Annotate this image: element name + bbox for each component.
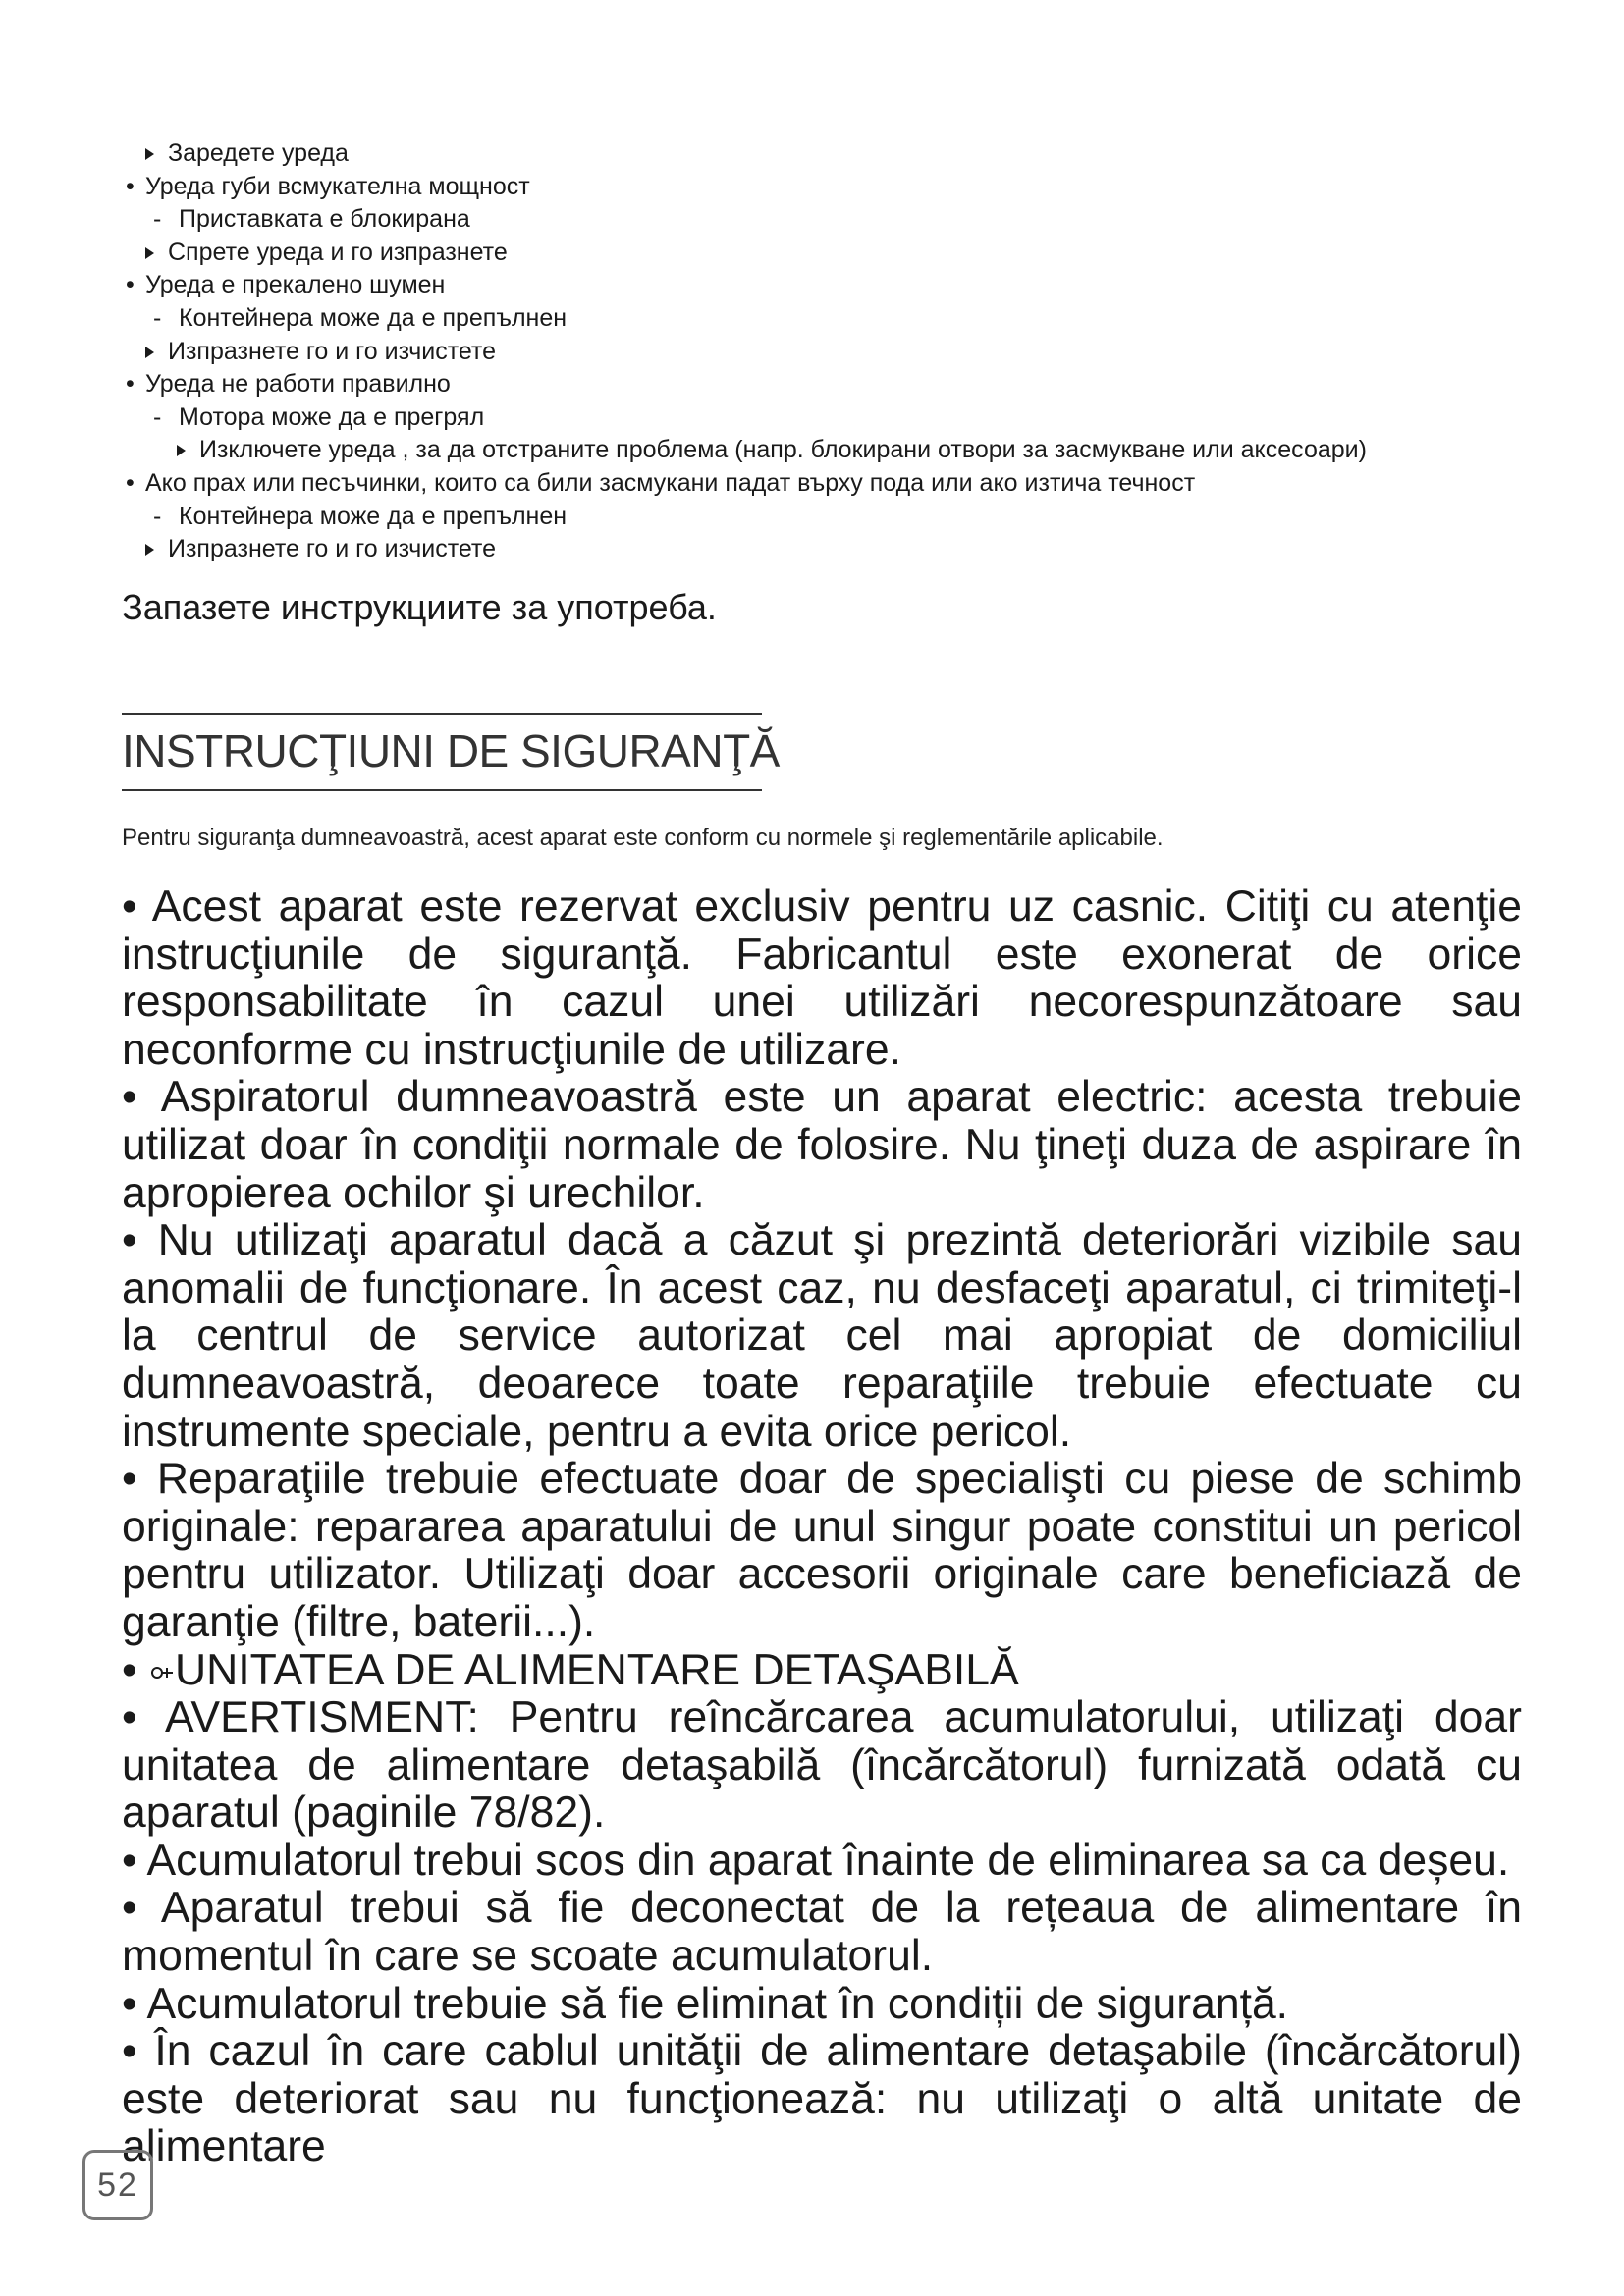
list-item-text: Изпразнете го и го изчистете [168,535,497,563]
list-item [122,533,1575,566]
bullet-marker: • [126,271,135,299]
title-rule-top [122,713,762,715]
power-supply-icon [151,1665,173,1681]
dash-marker: - [153,303,162,332]
list-item [122,302,1575,336]
paragraph-bullet: • [122,1645,137,1694]
list-item [122,237,1575,270]
triangle-bullet-icon [145,247,154,259]
list-item-text: Приставката е блокирана [179,205,470,234]
list-item [122,203,1575,237]
paragraph-damaged-cable: • În cazul în care cablul unităţii de alimentare detaşabile (încărcătorul) este deteriorat sau nu funcţionează: nu utilizaţi o altă unitate de alimentare [122,2027,1522,2171]
paragraph-warning-charger: • AVERTISMENT: Pentru reîncărcarea acumulatorului, utilizaţi doar unitatea de alimentare detaşabilă (încărcătorul) furnizată odată cu aparatul (paginile 78/82). [122,1693,1522,1838]
bullet-marker: • [126,370,135,399]
triangle-bullet-icon [145,347,154,358]
paragraph-disconnect: • Aparatul trebui să fie deconectat de la rețeaua de alimentare în momentul în care se scoate acumulatorul. [122,1884,1522,1981]
safety-intro: Pentru siguranţa dumneavoastră, acest aparat este conform cu normele şi reglementările aplicabile. [122,825,1164,851]
paragraph-household-use: • Acest aparat este rezervat exclusiv pentru uz casnic. Citiţi cu atenţie instrucţiunile de siguranţă. Fabricantul este exonerat de orice responsabilitate în cazul unei utilizări necorespunzătoare sau neconforme cu instrucţiunile de utilizare. [122,882,1522,1074]
list-item [122,434,1575,467]
page-number: 52 [82,2150,153,2220]
list-item-text: Спрете уреда и го изпразнете [168,238,508,266]
dash-marker: - [153,205,162,234]
list-item-text: Уреда не работи правилно [145,370,451,399]
list-item [122,501,1575,534]
safety-instructions-body [122,883,1522,2171]
list-item-text: Изключете уреда , за да отстраните проблема (напр. блокирани отвори за засмукване или аксесоари) [199,436,1367,464]
list-item [122,401,1575,435]
list-item-text: Контейнера може да е препълнен [179,502,568,530]
list-item [122,336,1575,369]
section-title: INSTRUCŢIUNI DE SIGURANŢĂ [122,725,780,776]
dash-marker: - [153,502,162,530]
list-item-text: Уреда губи всмукателна мощност [145,172,530,200]
power-unit-heading-text: UNITATEA DE ALIMENTARE DETAŞABILĂ [174,1645,1019,1694]
save-instructions-note: Запазете инструкциите за употреба. [122,587,717,627]
list-item [122,368,1575,401]
list-item [122,137,1575,171]
list-item [122,269,1575,302]
list-item [122,467,1575,501]
list-item-text: Изпразнете го и го изчистете [168,337,497,365]
list-item-text: Ако прах или песъчинки, които са били засмукани падат върху пода или ако изтича течност [145,468,1196,497]
paragraph-power-unit-heading [122,1647,1522,1695]
troubleshooting-list [122,137,1575,566]
bullet-marker: • [126,172,135,200]
triangle-bullet-icon [145,544,154,556]
title-rule-bottom [122,789,762,791]
list-item-text: Уреда е прекалено шумен [145,271,446,299]
paragraph-battery-disposal: • Acumulatorul trebuie să fie eliminat în condiții de siguranță. [122,1979,1289,2028]
dash-marker: - [153,402,162,431]
triangle-bullet-icon [177,445,186,456]
list-item [122,171,1575,204]
list-item-text: Мотора може да е прегрял [179,402,485,431]
triangle-bullet-icon [145,148,154,160]
paragraph-repairs: • Reparaţiile trebuie efectuate doar de specialişti cu piese de schimb originale: repararea aparatului de unul singur poate constitui un pericol pentru utilizator. Utilizaţi doar accesorii originale care beneficiază de garanţie (filtre, baterii...). [122,1455,1522,1646]
paragraph-damaged-appliance: • Nu utilizaţi aparatul dacă a căzut şi prezintă deteriorări vizibile sau anomalii de funcţionare. În acest caz, nu desfaceţi aparatul, ci trimiteţi-l la centrul de service autorizat cel mai apropiat de domiciliul dumneavoastră, deoarece toate reparaţiile trebuie efectuate cu instrumente speciale, pentru a evita orice pericol. [122,1216,1522,1456]
list-item-text: Заредете уреда [168,139,349,167]
paragraph-battery-removal: • Acumulatorul trebui scos din aparat înainte de eliminarea sa ca deșeu. [122,1836,1510,1885]
paragraph-electric-appliance: • Aspiratorul dumneavoastră este un aparat electric: acesta trebuie utilizat doar în condiţii normale de folosire. Nu ţineţi duza de aspirare în apropierea ochilor şi urechilor. [122,1073,1522,1217]
bullet-marker: • [126,468,135,497]
list-item-text: Контейнера може да е препълнен [179,303,568,332]
